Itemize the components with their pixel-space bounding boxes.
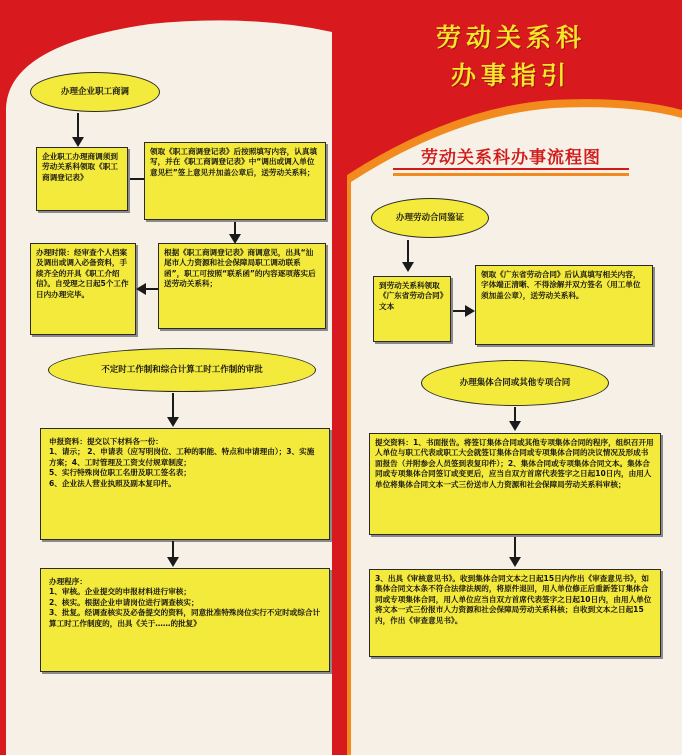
box-review-opinion: 3、出具《审核意见书》。收到集体合同文本之日起15日内作出《审查意见书》，如集体合同文本条不符合法律法规的，将原件退回，用人单位修正后重新签订集体合同或专项集体合同，用人单位应当自双方首席代表签字之日起10日内，由用人单位将文本一式三份报市人力资源和社会保障局劳动关系科核；自收到文本之日起15内，作出《审查意见书》。 [369,569,661,657]
box-submit-materials: 提交资料：1、书面报告。将签订集体合同或其他专项集体合同的程序，组织召开用人单位与职工代表或职工大会就签订集体合同或专项集体合同的决议情况及形成书面报告（并附参会人员签到表复印件）；2、集体合同或专项集体合同文本。集体合同或专项集体合同签订或变更后，应当自双方首席代表签字之日起10日内，由用人单位将集体合同文本一式三份送市人力资源和社会保障局劳动关系科审核； [369,433,661,535]
box-fill-transfer-form: 领取《职工商调登记表》后按照填写内容，认真填写，并在《职工商调登记表》中“调出或调入单位意见栏”签上意见并加盖公章后，送劳动关系科； [144,142,326,220]
title-underline-orange [393,173,629,176]
ellipse-working-hours-approval: 不定时工作制和综合计算工时工作制的审批 [48,348,316,392]
ellipse-staff-transfer: 办理企业职工商调 [30,72,160,112]
box-fill-contract: 领取《广东省劳动合同》后认真填写相关内容，字体端正清晰、不得涂解并双方签名（用工单位须加盖公章），送劳动关系科。 [475,265,653,345]
arrow-down [508,407,522,433]
header-title-line2: 办事指引 [450,61,571,90]
arrow-down [166,393,180,429]
arrow-left [136,282,160,296]
arrow-right [453,304,477,318]
ellipse-collective-contract: 办理集体合同或其他专项合同 [421,360,609,406]
box-application-materials: 申报资料：提交以下材料各一份： 1、请示； 2、申请表（应写明岗位、工种的职能、特点和申请理由）；3、实施方案；4、工时管理及工资支付规章制度； 5、实行特殊岗位职工名册及职工签名表； 6、企业法人营业执照及副本复印件。 [40,428,330,540]
box-procedure: 办理程序： 1、审核。企业提交的申报材料进行审核； 2、核实。根据企业申请岗位进行调查核实； 3、批复。经调查核实及必备提交的资料，同意批准特殊岗位实行不定时或综合计算工时工作制度的，出具《关于……的批复》 [40,568,330,672]
title-underline-red [393,168,629,170]
arrow-down [508,537,522,569]
ellipse-contract-verification: 办理劳动合同鉴证 [371,198,489,238]
right-panel [341,0,682,755]
box-get-contract-text: 到劳动关系科领取《广东省劳动合同》文本 [373,276,451,342]
box-get-transfer-form: 企业职工办理商调须到劳动关系科领取《职工商调登记表》 [36,147,128,211]
box-issue-contact-letter: 根据《职工商调登记表》商调意见，出具“汕尾市人力资源和社会保障局职工调动联系函”，职工可按照“联系函”的内容逐项落实后送劳动关系科； [158,243,326,329]
box-time-limit: 办理时限：经审查个人档案及调出或调入必备资料，手续齐全的开具《职工介绍信》。自受理之日起5个工作日内办理完毕。 [30,243,136,335]
flow-chart-title: 劳动关系科办事流程图 [421,148,601,168]
arrow-down [401,240,415,274]
header-title-line1: 劳动关系科 [435,23,586,52]
arrow-down [166,541,180,569]
